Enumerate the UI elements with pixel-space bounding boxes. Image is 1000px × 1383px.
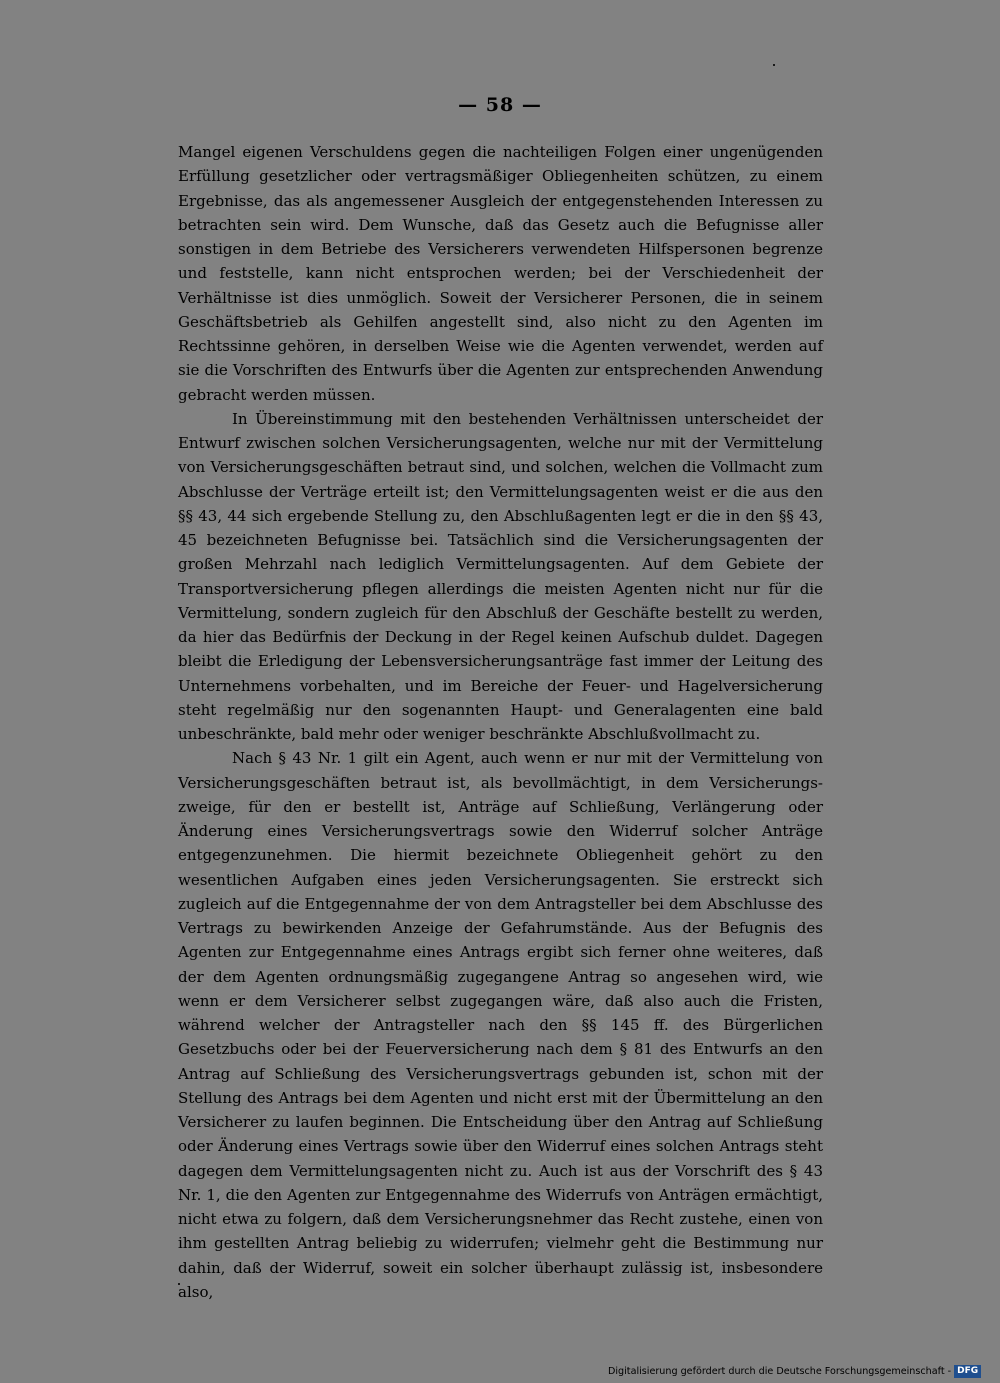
paragraph-continuation: Mangel eigenen Verschuldens gegen die nachteiligen Folgen einer ungenügenden Erfüllung gesetzlicher oder vertragsmäßiger Obliegenheiten schützen, zu einem Ergebnisse, das als angemessener Ausgleich der entgegenstehenden Interessen zu betrachten sein wird. Dem Wunsche, daß das Gesetz auch die Befugnisse aller sonstigen in dem Betriebe des Versicherers verwendeten Hilfspersonen begrenze und feststelle, kann nicht entsprochen werden; bei der Verschiedenheit der Verhältnisse ist dies unmöglich. Soweit der Versicherer Personen, die in seinem Geschäftsbetrieb als Gehilfen angestellt sind, also nicht zu den Agenten im Rechtssinne gehören, in derselben Weise wie die Agenten verwendet, werden auf sie die Vorschriften des Entwurfs über die Agenten zur entsprechenden Anwendung gebracht werden müssen. [178,143,823,404]
page-number: — 58 — [458,94,542,116]
paragraph-section-43: Nach § 43 Nr. 1 gilt ein Agent, auch wenn er nur mit der Vermittelung von Versicherungsgeschäften betraut ist, als bevollmächtigt, in dem Versicherungszweige, für den er bestellt ist, Anträge auf Schließung, Verlängerung oder Änderung eines Versicherungsvertrags sowie den Widerruf solcher Anträge entgegenzunehmen. Die hiermit bezeichnete Obliegenheit gehört zu den wesentlichen Aufgaben eines jeden Versicherungsagenten. Sie erstreckt sich zugleich auf die Entgegennahme der von dem Antragsteller bei dem Abschlusse des Vertrags zu bewirkenden Anzeige der Gefahrumstände. Aus der Befugnis des Agenten zur Entgegennahme eines Antrags ergibt sich ferner ohne weiteres, daß der dem Agenten ordnungsmäßig zugegangene Antrag so angesehen wird, wie wenn er dem Versicherer selbst zugegangen wäre, daß also auch die Fristen, während welcher der Antragsteller nach den §§ 145 ff. des Bürgerlichen Gesetzbuchs oder bei der Feuerversicherung nach dem § 81 des Entwurfs an den Antrag auf Schließung des Versicherungsvertrags gebunden ist, schon mit der Stellung des Antrags bei dem Agenten und nicht erst mit der Übermittelung an den Versicherer zu laufen beginnen. Die Entscheidung über den Antrag auf Schließung oder Änderung eines Vertrags sowie über den Widerruf eines solchen Antrags steht dagegen dem Vermittelungsagenten nicht zu. Auch ist aus der Vorschrift des § 43 Nr. 1, die den Agenten zur Entgegennahme des Widerrufs von Anträgen ermächtigt, nicht etwa zu folgern, daß dem Versicherungsnehmer das Recht zustehe, einen von ihm gestellten Antrag beliebig zu widerrufen; vielmehr geht die Bestimmung nur dahin, daß der Widerruf, soweit ein solcher überhaupt zulässig ist, insbesondere also, [178,749,823,1301]
dfg-logo: DFG [954,1365,981,1378]
scan-speck [773,64,775,66]
page-body [178,140,823,1304]
digitization-credit [608,1364,981,1378]
credit-text: Digitalisierung gefördert durch die Deutsche Forschungsgemeinschaft - [608,1365,952,1377]
paragraph-agent-types: In Übereinstimmung mit den bestehenden Verhältnissen unterscheidet der Entwurf zwischen solchen Versicherungsagenten, welche nur mit der Vermittelung von Versicherungsgeschäften betraut sind, und solchen, welchen die Vollmacht zum Abschlusse der Verträge erteilt ist; den Vermittelungsagenten weist er die aus den §§ 43, 44 sich ergebende Stellung zu, den Abschlußagenten legt er die in den §§ 43, 45 bezeichneten Befugnisse bei. Tatsächlich sind die Versicherungsagenten der großen Mehrzahl nach lediglich Vermittelungsagenten. Auf dem Gebiete der Transportversicherung pflegen allerdings die meisten Agenten nicht nur für die Vermittelung, sondern zugleich für den Abschluß der Geschäfte bestellt zu werden, da hier das Bedürfnis der Deckung in der Regel keinen Aufschub duldet. Dagegen bleibt die Erledigung der Lebensversicherungsanträge fast immer der Leitung des Unternehmens vorbehalten, und im Bereiche der Feuer- und Hagelversicherung steht regelmäßig nur den sogenannten Haupt- und Generalagenten eine bald unbeschränkte, bald mehr oder weniger beschränkte Abschlußvollmacht zu. [178,409,823,743]
